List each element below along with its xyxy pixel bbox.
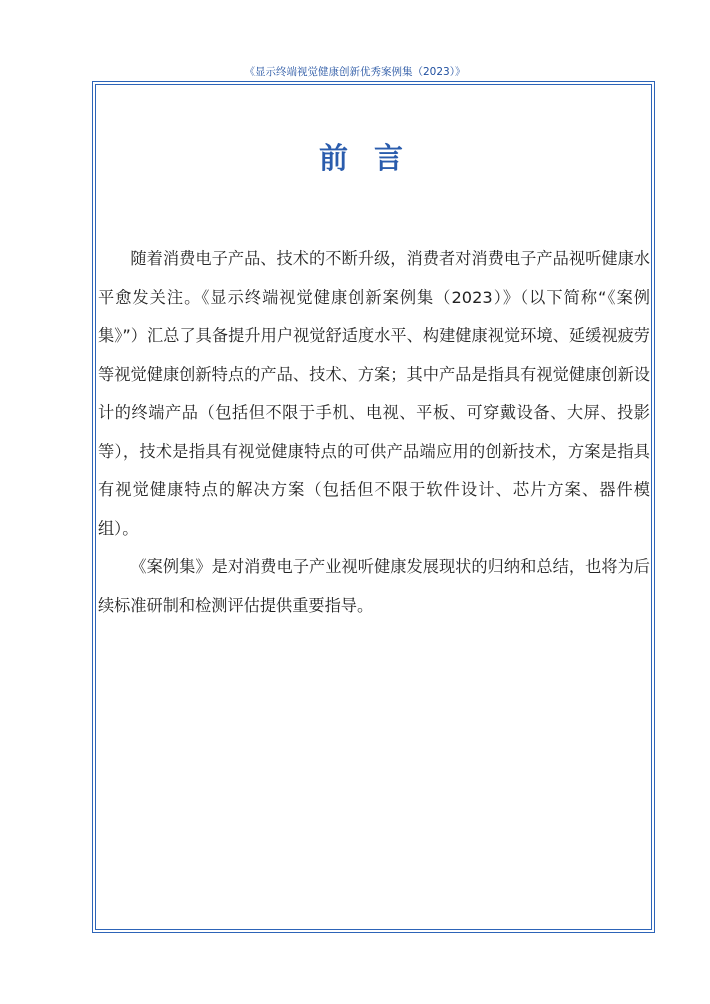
paragraph-1: 随着消费电子产品、技术的不断升级，消费者对消费电子产品视听健康水平愈发关注。《显示终端视觉健康创新案例集（2023）》（以下简称“《案例集》”）汇总了具备提升用户视觉舒适度水平、构建健康视觉环境、延缓视疲劳等视觉健康创新特点的产品、技术、方案；其中产品是指具有视觉健康创新设计的终端产品（包括但不限于手机、电视、平板、可穿戴设备、大屏、投影等），技术是指具有视觉健康特点的可供产品端应用的创新技术，方案是指具有视觉健康特点的解决方案（包括但不限于软件设计、芯片方案、器件模组）。 bbox=[98, 249, 650, 538]
preface-body bbox=[98, 240, 650, 625]
running-header: 《显示终端视觉健康创新优秀案例集（2023）》 bbox=[244, 66, 466, 78]
paragraph-2: 《案例集》是对消费电子产业视听健康发展现状的归纳和总结，也将为后续标准研制和检测评估提供重要指导。 bbox=[98, 557, 650, 615]
page-title: 前言 bbox=[318, 141, 429, 175]
